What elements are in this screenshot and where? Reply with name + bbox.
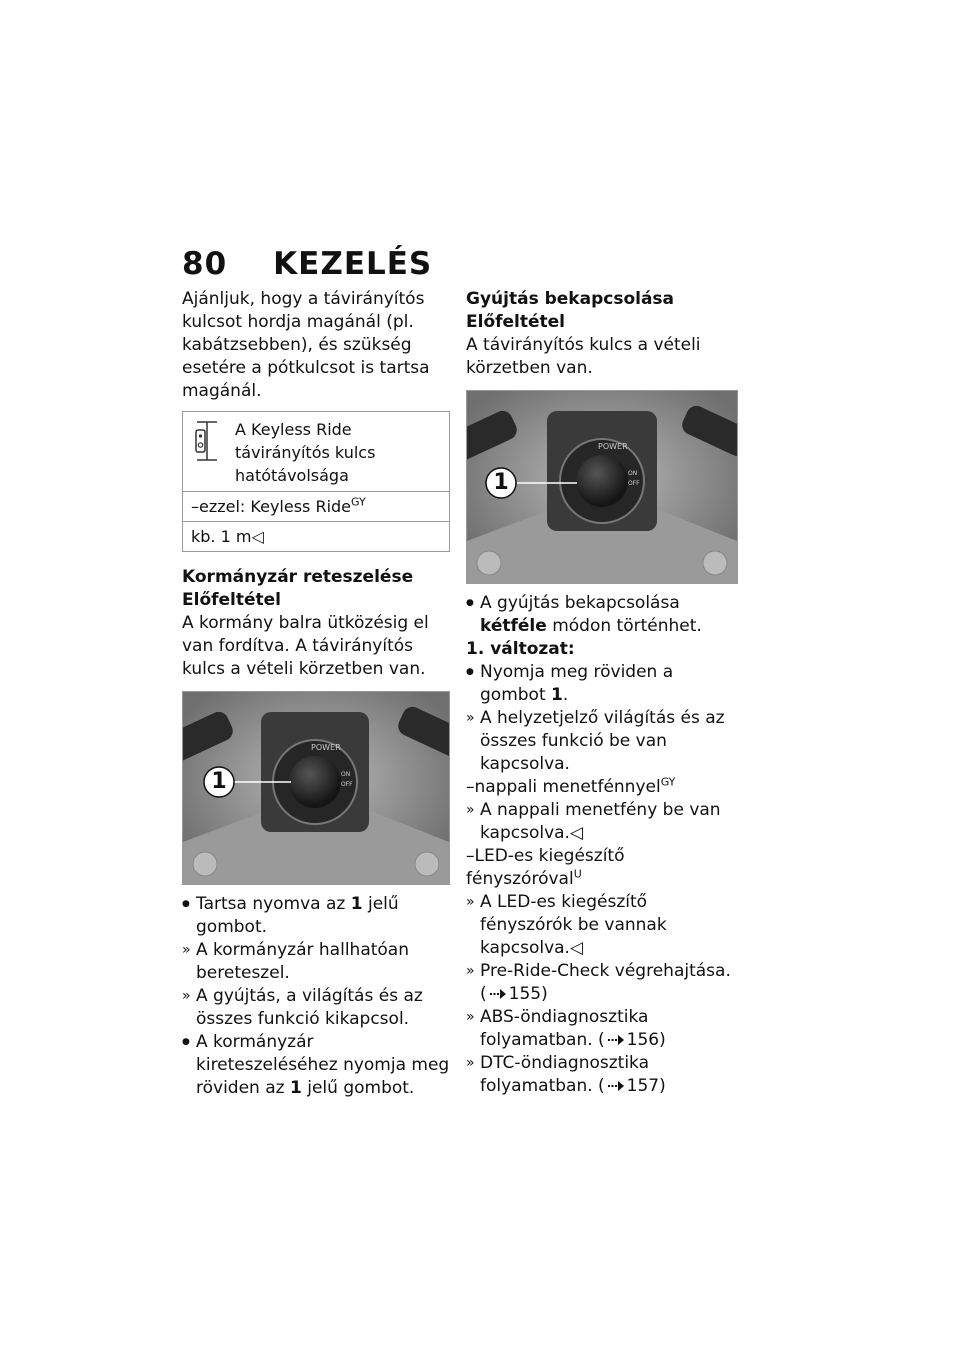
step-text: A gyújtás bekapcsolása [480,593,680,613]
step-text: Tartsa nyomva az [196,894,351,914]
result-text: DTC-öndiagnosztika folyamatban. [480,1053,650,1096]
svg-text:ON: ON [341,771,351,778]
result-item [182,985,450,1031]
precondition-title: Előfeltétel [466,312,566,332]
switch-on-label: ON [628,470,638,477]
step-text-end: jelű gombot. [301,1078,415,1098]
precondition-text: A távirányítós kulcs a vételi körzetben van. [466,335,701,378]
page-reference[interactable]: 155) [508,984,548,1004]
page-header [182,246,432,282]
precondition-title: Előfeltétel [182,590,282,610]
result-text: A helyzetjelző világítás és az összes funkció be van kapcsolva. [480,708,725,774]
switch-power-label: POWER [598,442,628,451]
result-text: ABS-öndiagnosztika folyamatban. [480,1007,649,1050]
result-item [466,891,734,960]
step-text-end: . [562,685,569,705]
result-item [466,1006,734,1052]
condition-sup: GY [660,775,676,789]
key-fob-range-icon [193,418,221,464]
bullet-marker [466,661,480,686]
result-text: A kormányzár hallhatóan bereteszel. [196,940,409,983]
result-item [466,960,734,1006]
svg-text:OFF: OFF [341,781,353,788]
section-title-ignition: Gyújtás bekapcsolása [466,289,675,309]
page-title: KEZELÉS [273,246,433,282]
bullet-marker [466,592,480,617]
step-item [182,1031,450,1100]
precondition-text: A kormány balra ütközésig el van fordítva. A távirányítós kulcs a vételi körzetben van. [182,613,429,679]
result-text: Pre-Ride-Check végrehajtása. [480,961,731,981]
left-column [182,288,450,1100]
svg-text:POWER: POWER [311,743,341,752]
result-item [466,707,734,776]
spec-title: A Keyless Ride távirányítós kulcs hatótávolsága [235,420,376,485]
condition-text: –nappali menetfénnyel [466,777,661,797]
step-key: 1 [551,685,563,705]
section-title-steering-lock: Kormányzár reteszelése [182,567,414,587]
step-item [466,661,734,707]
condition-line [466,776,734,799]
end-mark: ◁ [569,938,584,958]
ref-open: ( [480,984,487,1004]
result-marker [466,1052,480,1075]
page-reference-arrow-icon [607,1034,625,1046]
spec-condition-row [183,492,449,522]
step-text-end: módon történhet. [546,616,702,636]
condition-sup: U [573,867,582,881]
page-number: 80 [182,246,228,282]
page-reference-arrow-icon [607,1080,625,1092]
intro-paragraph: Ajánljuk, hogy a távirányítós kulcsot hordja magánál (pl. kabátzsebben), és szükség esetére a pótkulcsot is tartsa magánál. [182,289,430,401]
result-text: A LED-es kiegészítő fényszórók be vannak kapcsolva. [480,892,667,958]
step-item [466,592,734,638]
photo-ignition-switch [182,691,450,885]
spec-value-row [183,522,449,551]
condition-text: –LED-es kiegészítő fényszóróval [466,846,625,889]
result-marker [466,1006,480,1029]
step-text: Nyomja meg röviden a gombot [480,662,674,705]
result-marker [466,707,480,730]
end-mark: ◁ [569,823,584,843]
bullet-marker [182,893,196,918]
result-text: A nappali menetfény be van kapcsolva. [480,800,721,843]
step-key: 1 [350,894,363,914]
spec-condition-sup: GY [351,495,366,509]
result-item [466,799,734,845]
result-marker [466,891,480,914]
result-marker [182,939,196,962]
result-text: A gyújtás, a világítás és az összes funkció kikapcsol. [196,986,423,1029]
step-text-end: jelű gombot. [196,894,399,937]
photo-ignition-switch [466,390,738,584]
end-mark: ◁ [251,527,264,546]
result-marker [466,960,480,983]
result-item [182,939,450,985]
ref-open: ( [598,1030,605,1050]
photo-callout-1: 1 [493,470,509,495]
result-item [466,1052,734,1098]
step-key: 1 [289,1078,302,1098]
page-reference[interactable]: 157) [626,1076,666,1096]
condition-line [466,845,734,891]
step-item [182,893,450,939]
variant-title: 1. változat: [466,639,575,659]
bullet-marker [182,1031,196,1056]
spec-value: kb. 1 m [191,527,252,546]
page-reference[interactable]: 156) [626,1030,666,1050]
photo-callout-1: 1 [211,769,227,794]
spec-condition: –ezzel: Keyless Ride [191,497,352,516]
result-marker [466,799,480,822]
step-text: A kormányzár kireteszeléséhez nyomja meg röviden az [196,1032,450,1098]
step-emphasis: kétféle [480,616,547,636]
spec-table [182,411,450,552]
spec-table-header [183,412,449,492]
page-reference-arrow-icon [489,988,507,1000]
switch-off-label: OFF [628,480,640,487]
ref-open: ( [598,1076,605,1096]
right-column [466,288,734,1098]
result-marker [182,985,196,1008]
